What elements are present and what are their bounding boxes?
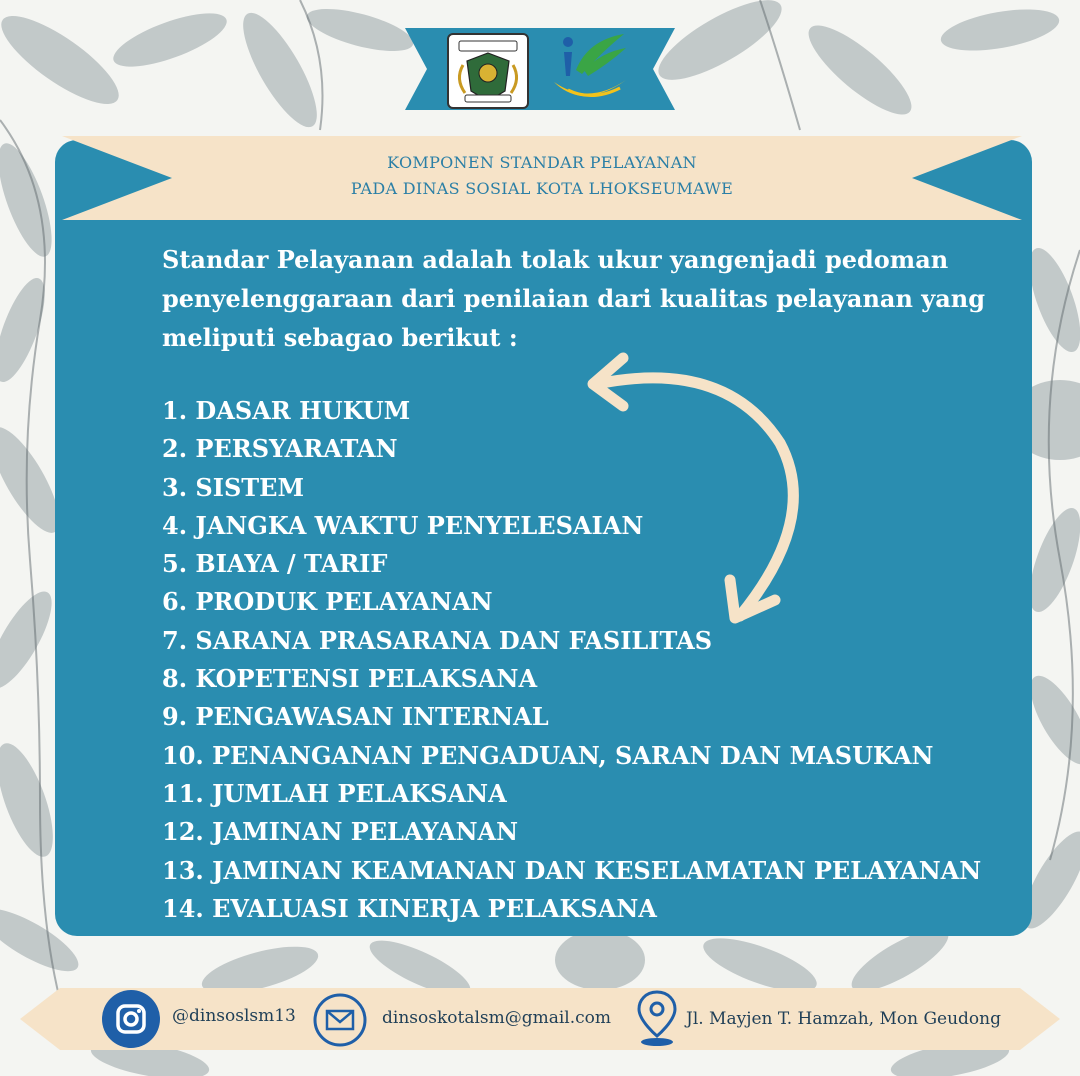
list-item: 14. EVALUASI KINERJA PELAKSANA xyxy=(162,893,657,923)
list-item: 10. PENANGANAN PENGADUAN, SARAN DAN MASUKAN xyxy=(162,740,934,770)
social-ministry-logo-icon xyxy=(548,30,630,110)
list-item: 9. PENGAWASAN INTERNAL xyxy=(162,702,549,732)
location-pin-icon xyxy=(634,988,680,1048)
title-line-2: PADA DINAS SOSIAL KOTA LHOKSEUMAWE xyxy=(350,179,734,198)
list-item: 12. JAMINAN PELAYANAN xyxy=(162,817,519,847)
list-item: 7. SARANA PRASARANA DAN FASILITAS xyxy=(162,625,713,655)
title-line-1: KOMPONEN STANDAR PELAYANAN xyxy=(387,153,697,172)
intro-paragraph: Standar Pelayanan adalah tolak ukur yangenjadi pedoman penyelenggaraan dari penilaian dari kualitas pelayanan yang meliputi sebagao berikut : xyxy=(162,245,985,352)
list-item: 13. JAMINAN KEAMANAN DAN KESELAMATAN PELAYANAN xyxy=(162,855,982,885)
email-address[interactable]: dinsoskotalsm@gmail.com xyxy=(382,1008,612,1028)
mail-icon[interactable] xyxy=(312,992,368,1048)
list-item: 1. DASAR HUKUM xyxy=(162,396,411,425)
curved-arrow-icon xyxy=(575,348,815,633)
component-list xyxy=(162,392,981,928)
list-item: 11. JUMLAH PELAKSANA xyxy=(162,778,507,808)
list-item: 5. BIAYA / TARIF xyxy=(162,549,388,579)
instagram-handle[interactable]: @dinsoslsm13 xyxy=(172,1006,296,1026)
address-text: Jl. Mayjen T. Hamzah, Mon Geudong xyxy=(686,1009,1001,1029)
city-emblem-icon xyxy=(447,33,529,109)
list-item: 8. KOPETENSI PELAKSANA xyxy=(162,664,538,694)
page-title xyxy=(62,150,1022,202)
list-item: 4. JANGKA WAKTU PENYELESAIAN xyxy=(162,510,644,540)
instagram-icon[interactable] xyxy=(101,989,161,1049)
title-ribbon xyxy=(62,136,1022,220)
list-item: 6. PRODUK PELAYANAN xyxy=(162,587,493,617)
logo-banner xyxy=(405,28,675,110)
list-item: 3. SISTEM xyxy=(162,472,305,502)
list-item: 2. PERSYARATAN xyxy=(162,434,398,464)
